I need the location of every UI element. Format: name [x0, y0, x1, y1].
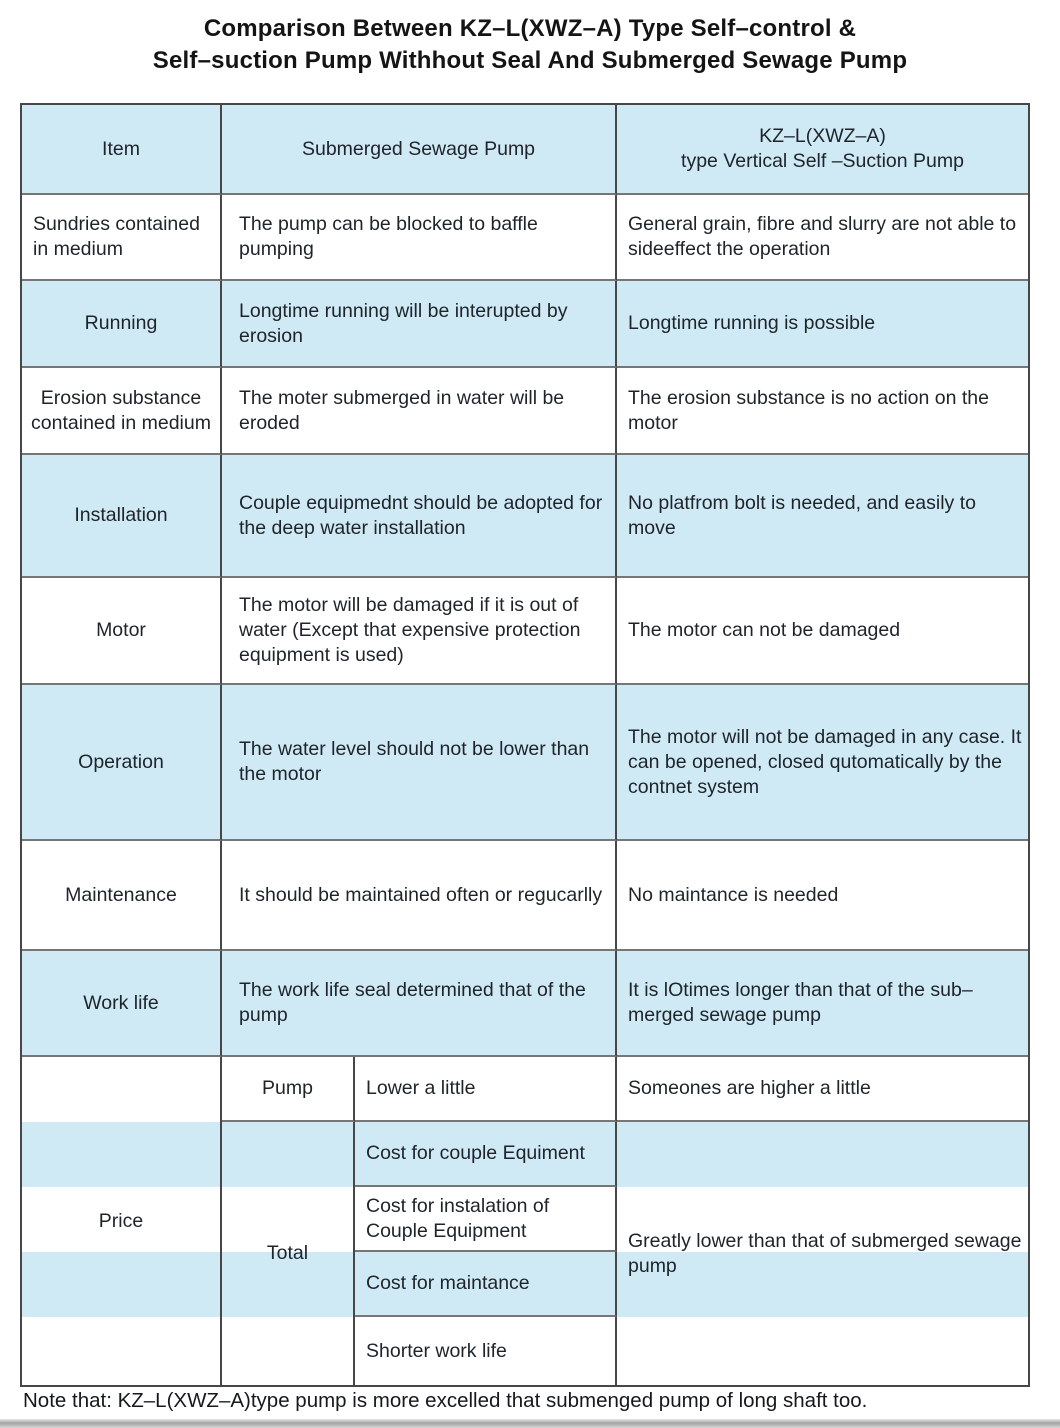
price-label: Price: [22, 1057, 222, 1385]
header-submerged-label: Submerged Sewage Pump: [301, 137, 536, 160]
row-motor-submerged: The motor will be damaged if it is out of water (Except that expensive protection equipment is used): [222, 578, 617, 685]
row-running-label: Running: [22, 281, 222, 368]
row-sundries-label: Sundries contained in medium: [22, 195, 222, 281]
price-total-kzl: Greatly lower than that of submerged sewage pump: [617, 1122, 1028, 1385]
row-motor-kzl: The motor can not be damaged: [617, 578, 1028, 685]
header-cell-item: [22, 105, 222, 195]
row-erosion-kzl: The erosion substance is no action on the motor: [617, 368, 1028, 455]
footer-note: Note that: KZ–L(XWZ–A)type pump is more excelled that submenged pump of long shaft too.: [23, 1389, 868, 1412]
price-cost-couple: Cost for couple Equiment: [355, 1122, 617, 1187]
price-shorter-worklife: Shorter work life: [355, 1317, 617, 1385]
page-title: [0, 13, 1060, 77]
row-erosion-label: Erosion substance contained in medium: [22, 368, 222, 455]
row-installation-submerged: Couple equipmednt should be adopted for the deep water installation: [222, 455, 617, 578]
page-title-line2: Self–suction Pump Withhout Seal And Submerged Sewage Pump: [152, 47, 908, 74]
row-operation-label: Operation: [22, 685, 222, 841]
price-pump-label: Pump: [222, 1057, 355, 1122]
header-cell-kzl: [617, 105, 1028, 195]
row-sundries-submerged: The pump can be blocked to baffle pumping: [222, 195, 617, 281]
row-worklife-kzl: It is lOtimes longer than that of the sub–merged sewage pump: [617, 951, 1028, 1057]
row-maintenance-submerged: It should be maintained often or regucarlly: [222, 841, 617, 951]
header-item-label: Item: [102, 137, 140, 160]
row-maintenance-kzl: No maintance is needed: [617, 841, 1028, 951]
row-running-submerged: Longtime running will be interupted by erosion: [222, 281, 617, 368]
row-sundries-kzl: General grain, fibre and slurry are not able to sideeffect the operation: [617, 195, 1028, 281]
row-installation-kzl: No platfrom bolt is needed, and easily to move: [617, 455, 1028, 578]
row-motor-label: Motor: [22, 578, 222, 685]
header-kzl-line1: KZ–L(XWZ–A): [759, 125, 886, 147]
row-worklife-submerged: The work life seal determined that of the pump: [222, 951, 617, 1057]
price-pump-submerged: Lower a little: [355, 1057, 617, 1122]
header-cell-submerged: [222, 105, 617, 195]
header-kzl-line2: type Vertical Self –Suction Pump: [681, 150, 964, 172]
row-installation-label: Installation: [22, 455, 222, 578]
price-cost-maintance: Cost for maintance: [355, 1252, 617, 1317]
price-total-label: Total: [222, 1122, 355, 1385]
scan-edge-strip: [0, 1419, 1060, 1428]
comparison-table: [20, 103, 1030, 1387]
row-erosion-submerged: The moter submerged in water will be eroded: [222, 368, 617, 455]
price-pump-kzl: Someones are higher a little: [617, 1057, 1028, 1122]
row-maintenance-label: Maintenance: [22, 841, 222, 951]
row-worklife-label: Work life: [22, 951, 222, 1057]
price-cost-installation: Cost for instalation of Couple Equipment: [355, 1187, 617, 1252]
page-title-line1: Comparison Between KZ–L(XWZ–A) Type Self–control &: [203, 15, 857, 42]
row-operation-submerged: The water level should not be lower than the motor: [222, 685, 617, 841]
row-operation-kzl: The motor will not be damaged in any case. It can be opened, closed qutomatically by the contnet system: [617, 685, 1028, 841]
row-running-kzl: Longtime running is possible: [617, 281, 1028, 368]
